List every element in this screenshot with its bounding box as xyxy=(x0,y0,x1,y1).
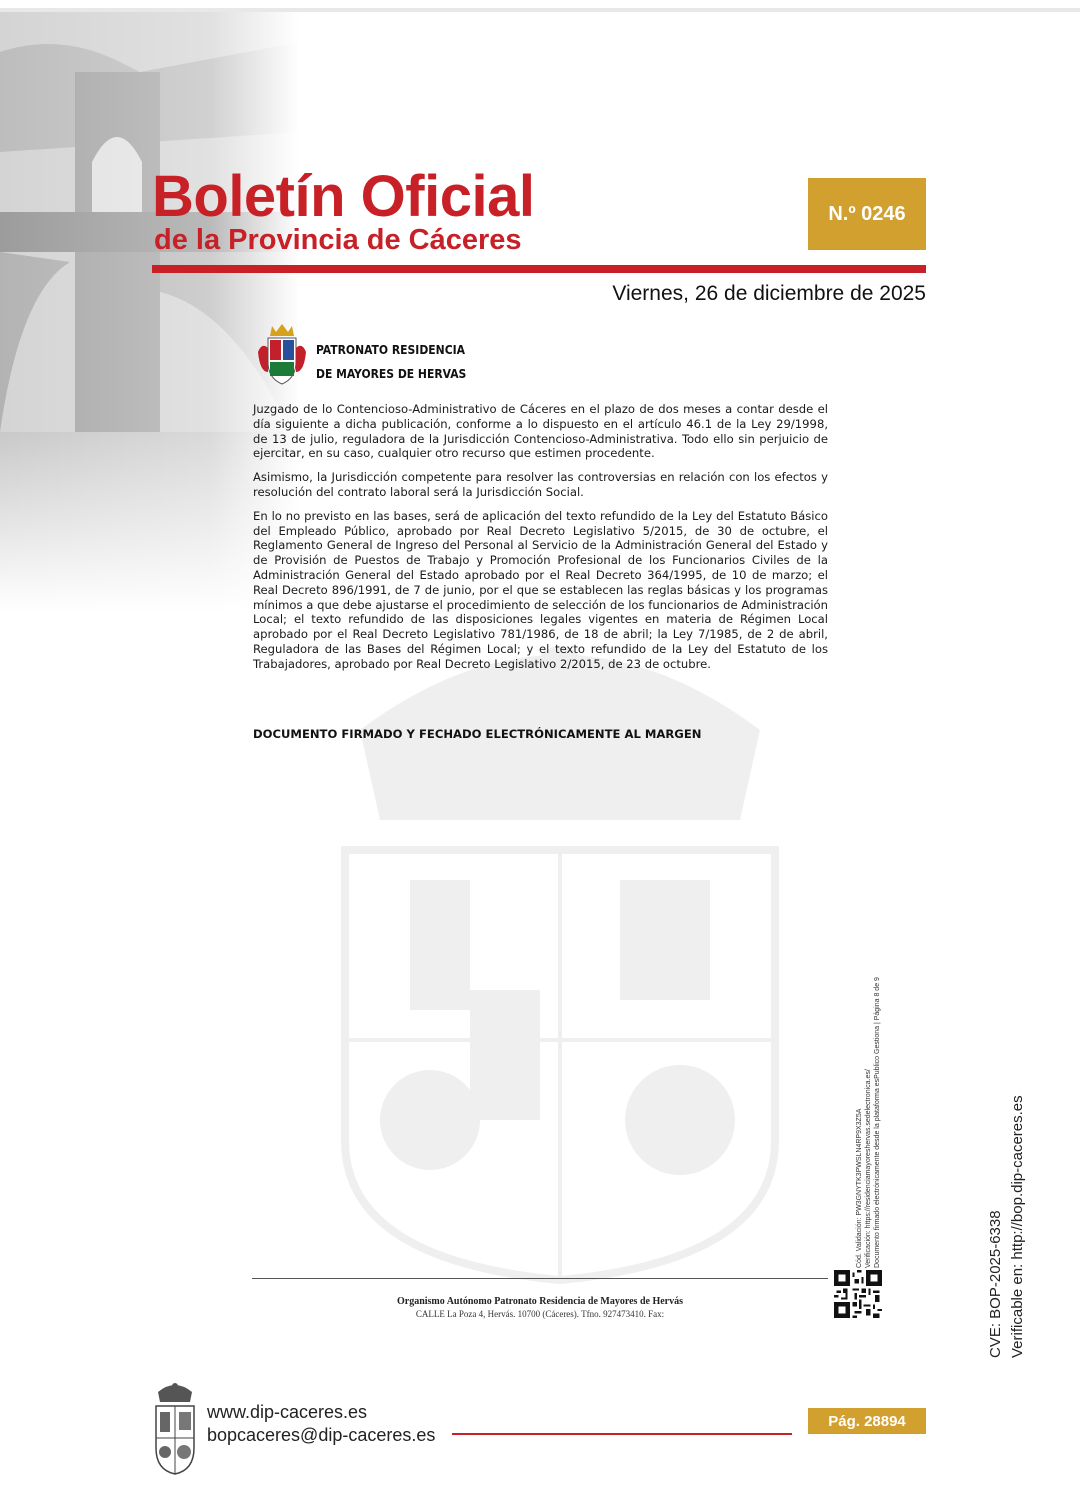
body-paragraph: Asimismo, la Jurisdicción competente para resolver las controversias en relación con los efectos y resolución del contrato laboral será la Jurisdicción Social. xyxy=(253,470,828,499)
signature-notice: DOCUMENTO FIRMADO Y FECHADO ELECTRÓNICAMENTE AL MARGEN xyxy=(253,727,702,741)
verification-code-text xyxy=(855,938,882,1268)
qr-code-icon[interactable] xyxy=(834,1270,882,1318)
body-paragraph: En lo no previsto en las bases, será de aplicación del texto refundido de la Ley del Estatuto Básico del Empleado Público, aprobado por Real Decreto Legislativo 5/2015, de 30 de octubre, el Reglamento General de Ingreso del Personal al Servicio de la Administración General del Estado y de Provisión de Puestos de Trabajo y Promoción Profesional de los Funcionarios Civiles de la Administración General del Estado aprobado por el Real Decreto 364/1995, de 10 de marzo; el Real Decreto 896/1991, de 7 de junio, por el que se establecen las reglas básicas y los programas mínimos a que debe ajustarse el procedimiento de selección de los funcionarios de Administración Local; el texto refundido de las disposiciones legales vigentes en materia de Régimen Local aprobado por el Real Decreto Legislativo 781/1986, de 18 de abril; la Ley 7/1985, de 2 de abril, Reguladora de las Bases del Régimen Local; y el texto refundido de la Ley del Estatuto de los Trabajadores, aprobado por Real Decreto Legislativo 2/2015, de 23 de octubre. xyxy=(253,508,828,671)
hervas-coat-of-arms-icon xyxy=(254,322,310,388)
bulletin-title: Boletín Oficial xyxy=(152,164,535,229)
verification-url[interactable]: Verificable en: http://bop.dip-caceres.es xyxy=(1009,1095,1026,1358)
footer-address: CALLE La Poza 4, Hervás. 10700 (Cáceres). Tfno. 927473410. Fax: xyxy=(415,1309,665,1319)
body-paragraph: Juzgado de lo Contencioso-Administrativo de Cáceres en el plazo de dos meses a contar desde el día siguiente a dicha publicación, conforme a lo dispuesto en el artículo 46.1 de la Ley 29/1998, de 13 de julio, reguladora de la Jurisdicción Contencioso-Administrativa. Todo ello sin perjuicio de ejercitar, en su caso, cualquier otro recurso que estimen procedente. xyxy=(253,402,828,461)
cve-block xyxy=(985,1088,1029,1358)
publication-date: Viernes, 26 de diciembre de 2025 xyxy=(612,282,926,305)
verification-line: Documento firmado electrónicamente desde la plataforma esPublico Gestiona | Página 8 de 9 xyxy=(874,977,881,1268)
verification-line: Cód. Validación: PW3GNYTK3PWSLN4RP9X3Z5A xyxy=(856,1108,863,1268)
contact-block xyxy=(207,1401,435,1447)
website-link[interactable]: www.dip-caceres.es xyxy=(207,1402,368,1422)
footer-organization: Organismo Autónomo Patronato Residencia de Mayores de Hervás xyxy=(396,1296,683,1307)
bulletin-subtitle: de la Provincia de Cáceres xyxy=(154,224,522,256)
email-link[interactable]: bopcaceres@dip-caceres.es xyxy=(207,1425,436,1445)
entity-name-line1: PATRONATO RESIDENCIA xyxy=(316,343,465,357)
header-red-bar xyxy=(152,265,926,273)
footer-red-line xyxy=(452,1433,792,1435)
page-number-badge: Pág. 28894 xyxy=(808,1408,926,1434)
cve-code: CVE: BOP-2025-6338 xyxy=(987,1210,1004,1358)
entity-name-line2: DE MAYORES DE HERVAS xyxy=(316,367,467,381)
verification-line: Verificación: https://residenciamayoreshervas.sedelectronica.es/ xyxy=(865,1069,872,1268)
issue-number-badge: N.º 0246 xyxy=(808,178,926,250)
entity-name xyxy=(316,338,466,386)
footer-rule xyxy=(252,1278,828,1279)
province-crest-icon xyxy=(150,1378,200,1476)
document-body xyxy=(253,402,828,681)
